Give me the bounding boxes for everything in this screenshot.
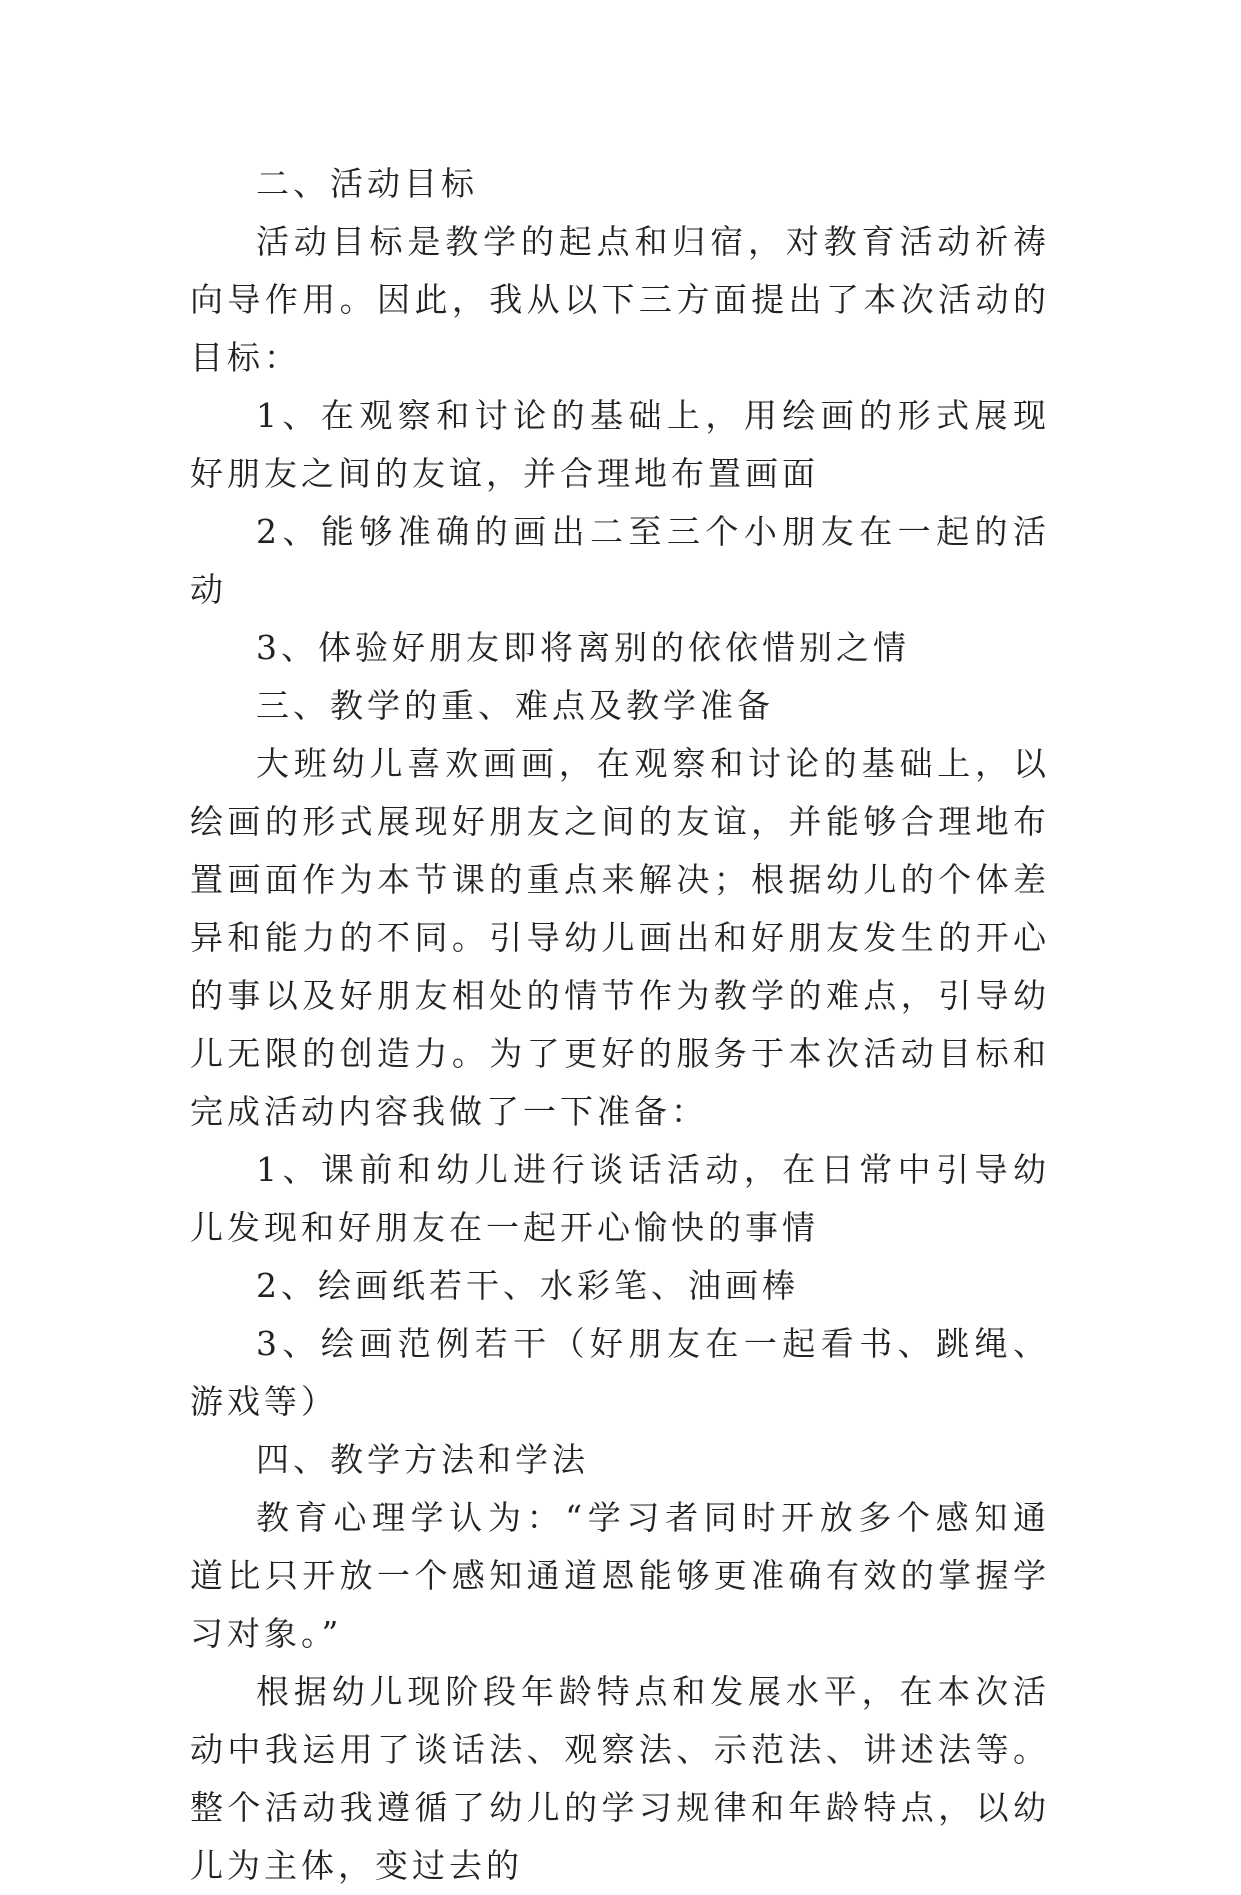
document-body bbox=[190, 155, 1050, 1895]
list-item-goal-1: 1、在观察和讨论的基础上，用绘画的形式展现好朋友之间的友谊，并合理地布置画面 bbox=[190, 396, 1050, 493]
list-item-prep-2: 2、绘画纸若干、水彩笔、油画棒 bbox=[256, 1266, 799, 1305]
heading-activity-goals: 二、活动目标 bbox=[256, 164, 478, 203]
paragraph-methods: 根据幼儿现阶段年龄特点和发展水平，在本次活动中我运用了谈话法、观察法、示范法、讲述法等。整个活动我遵循了幼儿的学习规律和年龄特点，以幼儿为主体，变过去的 bbox=[190, 1672, 1050, 1885]
list-item-goal-2: 2、能够准确的画出二至三个小朋友在一起的活动 bbox=[190, 512, 1050, 609]
paragraph-key-points: 大班幼儿喜欢画画，在观察和讨论的基础上，以绘画的形式展现好朋友之间的友谊，并能够合理地布置画面作为本节课的重点来解决；根据幼儿的个体差异和能力的不同。引导幼儿画出和好朋友发生的开心的事以及好朋友相处的情节作为教学的难点，引导幼儿无限的创造力。为了更好的服务于本次活动目标和完成活动内容我做了一下准备： bbox=[190, 744, 1050, 1131]
heading-key-points: 三、教学的重、难点及教学准备 bbox=[256, 686, 774, 725]
heading-teaching-methods: 四、教学方法和学法 bbox=[256, 1440, 589, 1479]
list-item-goal-3: 3、体验好朋友即将离别的依依惜别之情 bbox=[256, 628, 910, 667]
list-item-prep-3: 3、绘画范例若干（好朋友在一起看书、跳绳、游戏等） bbox=[190, 1324, 1050, 1421]
list-item-prep-1: 1、课前和幼儿进行谈话活动，在日常中引导幼儿发现和好朋友在一起开心愉快的事情 bbox=[190, 1150, 1050, 1247]
paragraph-psychology-quote: 教育心理学认为：“学习者同时开放多个感知通道比只开放一个感知通道恩能够更准确有效的掌握学习对象。” bbox=[190, 1498, 1050, 1653]
paragraph-goals-intro: 活动目标是教学的起点和归宿，对教育活动祈祷向导作用。因此，我从以下三方面提出了本次活动的目标： bbox=[190, 222, 1050, 377]
